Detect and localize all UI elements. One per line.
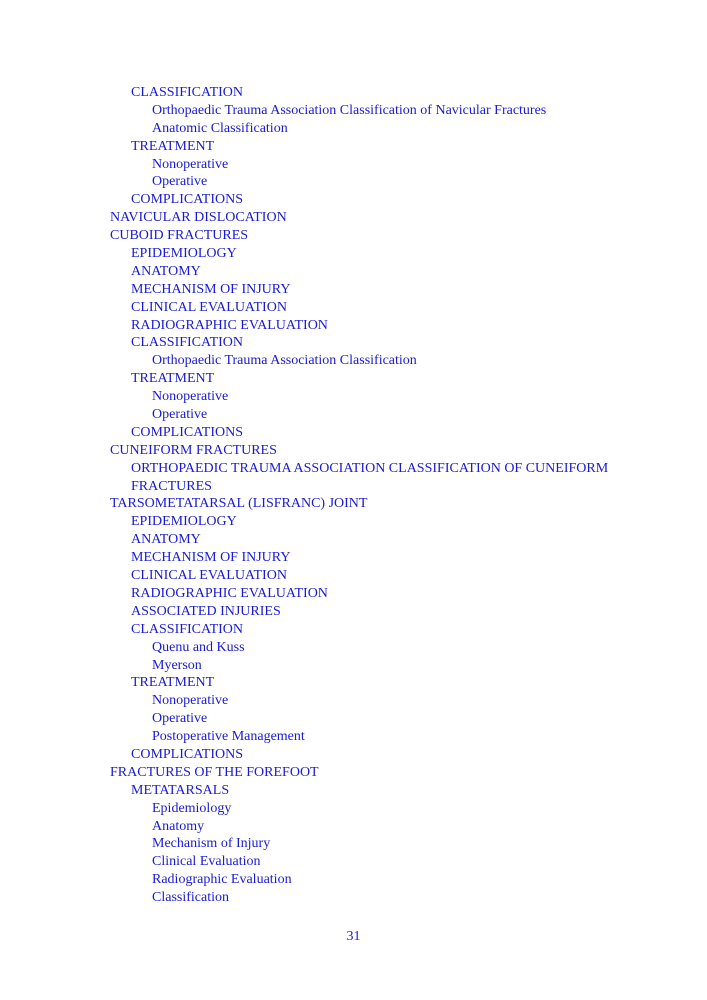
toc-entry-level-2[interactable]: CLINICAL EVALUATION — [131, 299, 287, 315]
toc-entry-level-2[interactable]: COMPLICATIONS — [131, 746, 244, 762]
toc-entry-level-2[interactable]: CLASSIFICATION — [131, 85, 244, 100]
toc-entry-level-3[interactable]: Epidemiology — [152, 800, 232, 816]
toc-entry-level-2[interactable]: ANATOMY — [131, 532, 201, 548]
page-number: 31 — [346, 929, 361, 944]
toc-entry-level-2[interactable]: EPIDEMIOLOGY — [131, 246, 237, 262]
toc-entry-level-3[interactable]: Anatomy — [152, 818, 205, 834]
toc-entry-level-2[interactable]: MECHANISM OF INJURY — [131, 281, 291, 297]
toc-entry-level-2[interactable]: CLASSIFICATION — [131, 621, 244, 637]
toc-entry-level-3[interactable]: Quenu and Kuss — [152, 639, 245, 655]
toc-entry-level-3[interactable]: Classification — [152, 890, 229, 906]
toc-entry-level-2[interactable]: TREATMENT — [131, 675, 215, 691]
toc-entry-level-2[interactable]: FRACTURES — [131, 478, 212, 494]
toc-entry-level-2[interactable]: ASSOCIATED INJURIES — [131, 603, 281, 619]
toc-entry-level-3[interactable]: Anatomic Classification — [152, 120, 288, 136]
toc-entry-level-2[interactable]: COMPLICATIONS — [131, 424, 244, 440]
toc-entry-level-2[interactable]: RADIOGRAPHIC EVALUATION — [131, 317, 328, 333]
toc-entry-level-2[interactable]: EPIDEMIOLOGY — [131, 514, 237, 530]
toc-entry-level-2[interactable]: TREATMENT — [131, 138, 215, 154]
toc-entry-level-3[interactable]: Myerson — [152, 657, 202, 673]
toc-entry-level-3[interactable]: Postoperative Management — [152, 729, 305, 745]
toc-entry-level-3[interactable]: Nonoperative — [152, 693, 229, 709]
toc-entry-level-1[interactable]: NAVICULAR DISLOCATION — [110, 210, 287, 226]
toc-entry-level-2[interactable]: TREATMENT — [131, 371, 215, 387]
toc-entry-level-3[interactable]: Orthopaedic Trauma Association Classification — [152, 353, 417, 369]
toc-entry-level-3[interactable]: Nonoperative — [152, 389, 229, 405]
table-of-contents — [110, 84, 670, 907]
toc-entry-level-1[interactable]: CUBOID FRACTURES — [110, 228, 249, 244]
toc-entry-level-2[interactable]: MECHANISM OF INJURY — [131, 550, 291, 566]
toc-entry-level-3[interactable]: Operative — [152, 711, 208, 727]
toc-entry-level-2[interactable]: RADIOGRAPHIC EVALUATION — [131, 585, 328, 601]
toc-entry-level-1[interactable]: TARSOMETATARSAL (LISFRANC) JOINT — [110, 496, 368, 512]
toc-entry-level-2[interactable]: CLINICAL EVALUATION — [131, 568, 287, 584]
toc-entry-level-2[interactable]: COMPLICATIONS — [131, 192, 244, 208]
toc-entry-level-3[interactable]: Orthopaedic Trauma Association Classification of Navicular Fractures — [152, 102, 547, 118]
toc-entry-level-2[interactable]: ANATOMY — [131, 263, 201, 279]
toc-entry-level-3[interactable]: Operative — [152, 174, 208, 190]
toc-entry-level-3[interactable]: Operative — [152, 407, 208, 423]
toc-entry-level-2[interactable]: METATARSALS — [131, 782, 230, 798]
toc-entry-level-3[interactable]: Mechanism of Injury — [152, 836, 271, 852]
toc-entry-level-1[interactable]: CUNEIFORM FRACTURES — [110, 442, 277, 458]
toc-entry-level-3[interactable]: Clinical Evaluation — [152, 854, 261, 870]
toc-entry-level-3[interactable]: Radiographic Evaluation — [152, 872, 292, 888]
toc-entry-level-2[interactable]: CLASSIFICATION — [131, 335, 244, 351]
toc-entry-level-3[interactable]: Nonoperative — [152, 156, 229, 172]
toc-entry-level-2[interactable]: ORTHOPAEDIC TRAUMA ASSOCIATION CLASSIFICATION OF CUNEIFORM — [131, 460, 609, 476]
toc-entry-level-1[interactable]: FRACTURES OF THE FOREFOOT — [110, 764, 319, 780]
